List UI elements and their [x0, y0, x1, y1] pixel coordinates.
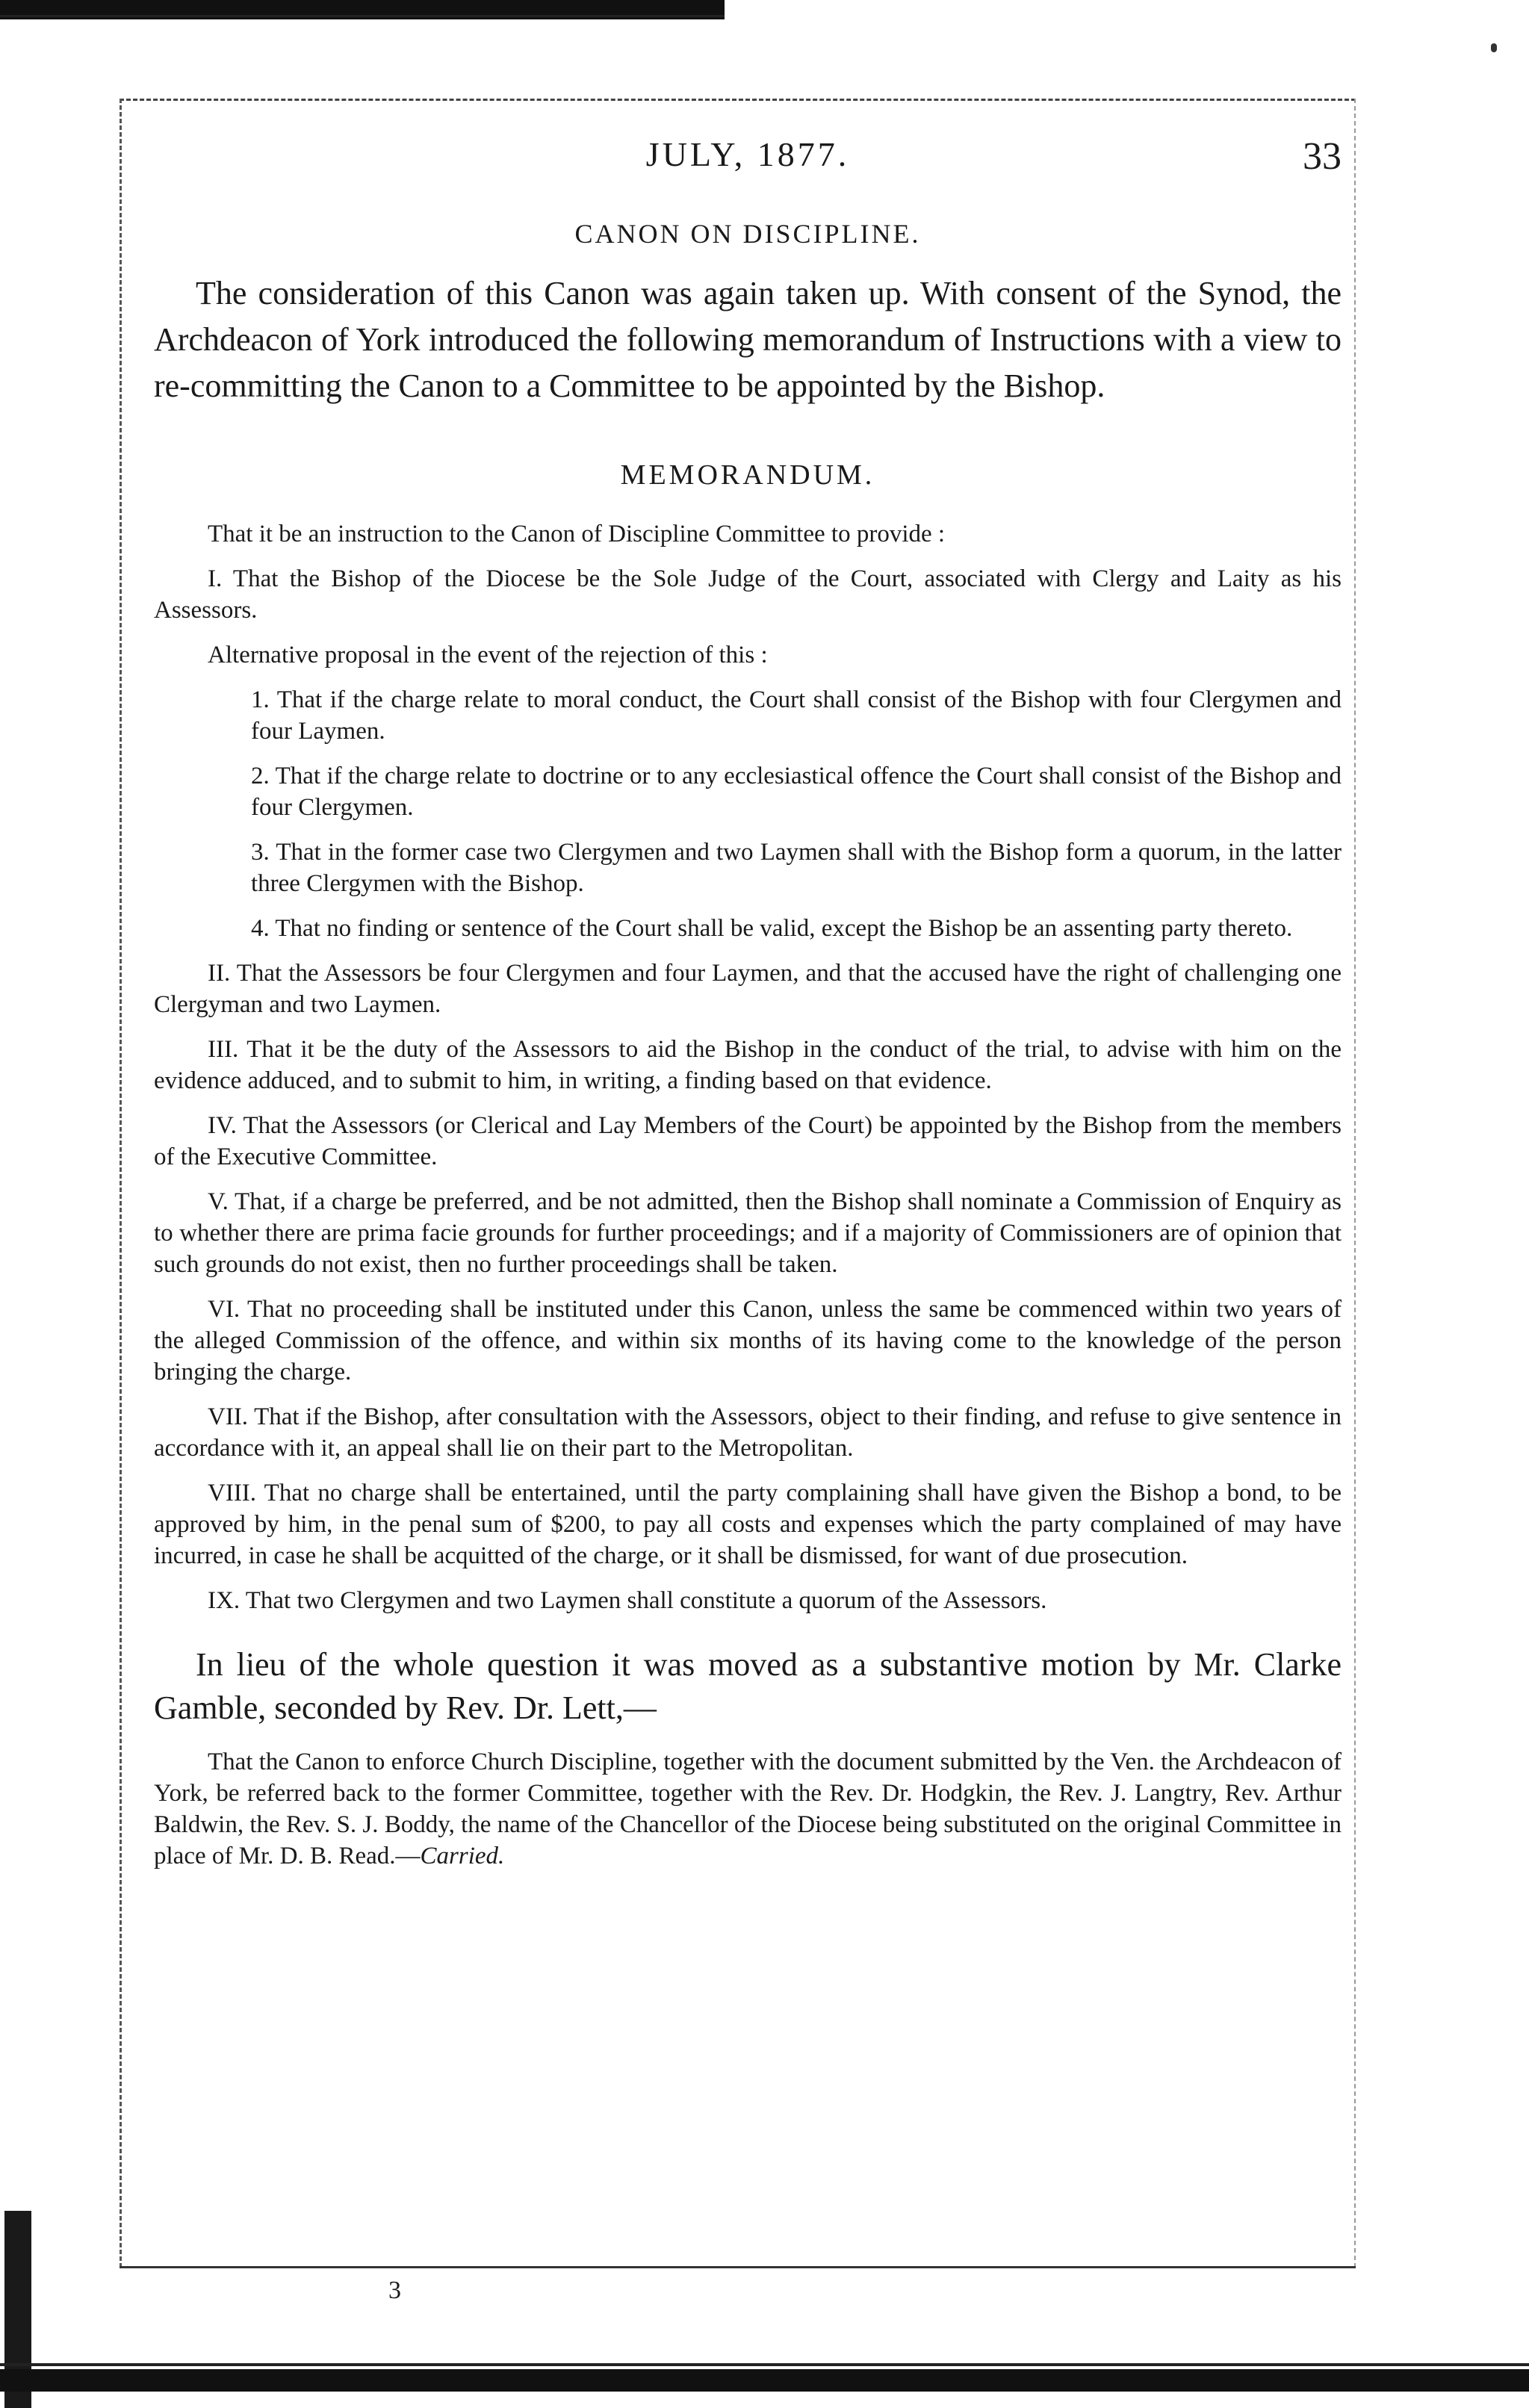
memo-item-3: III. That it be the duty of the Assessors to aid the Bishop in the conduct of the trial, to advise with him on the evidence adduced, and to submit to him, in writing, a finding based on that evidence.	[154, 1036, 1342, 1094]
alternative-item	[154, 760, 1342, 823]
alternative-item-text: 2. That if the charge relate to doctrine or to any ecclesiastical offence the Court shall consist of the Bishop and four Clergymen.	[251, 763, 1342, 821]
memo-item-8: VIII. That no charge shall be entertained, until the party complaining shall have given the Bishop a bond, to be approved by him, in the penal sum of $200, to pay all costs and expenses which the party complained of may have incurred, in case he shall be acquitted of the charge, or it shall be dismissed, for want of due prosecution.	[154, 1480, 1342, 1569]
memo-item-9: IX. That two Clergymen and two Laymen shall constitute a quorum of the Assessors.	[208, 1587, 1047, 1614]
running-head: JULY, 1877.	[645, 135, 850, 173]
document-page	[154, 134, 1342, 1872]
resolution-text: That the Canon to enforce Church Discipline, together with the document submitted by the Ven. the Archdeacon of York, be referred back to the former Committee, together with the Rev. Dr. Hodgkin, the Rev. J. Langtry, Rev. Arthur Baldwin, the Rev. S. J. Boddy, the name of the Chancellor of the Diocese being substituted on the original Committee in place of Mr. D. B. Read.—	[154, 1748, 1342, 1869]
intro-text: The consideration of this Canon was again taken up. With consent of the Synod, the Archdeacon of York introduced the following memorandum of Instructions with a view to re-committing the Canon to a Committee to be appointed by the Bishop.	[154, 275, 1342, 404]
motion-text: In lieu of the whole question it was moved as a substantive motion by Mr. Clarke Gamble, seconded by Rev. Dr. Lett,—	[154, 1646, 1342, 1726]
signature-mark: 3	[388, 2277, 401, 2304]
scan-bottom-bar	[0, 2369, 1529, 2392]
memo-item-4: IV. That the Assessors (or Clerical and Lay Members of the Court) be appointed by the Bishop from the members of the Executive Committee.	[154, 1112, 1342, 1170]
memo-item-2: II. That the Assessors be four Clergymen and four Laymen, and that the accused have the right of challenging one Clergyman and two Laymen.	[154, 960, 1342, 1018]
resolution-outcome: Carried.	[420, 1843, 505, 1869]
intro-paragraph	[154, 270, 1342, 409]
motion-paragraph	[154, 1643, 1342, 1730]
memo-item-7: VII. That if the Bishop, after consultation with the Assessors, object to their finding, and refuse to give sentence in accordance with it, an appeal shall lie on their part to the Metropolitan.	[154, 1403, 1342, 1462]
memorandum-body	[154, 518, 1342, 1616]
alternative-item-text: 4. That no finding or sentence of the Court shall be valid, except the Bishop be an assenting party thereto.	[251, 915, 1293, 942]
memorandum-intro: That it be an instruction to the Canon of Discipline Committee to provide :	[208, 521, 946, 547]
alternative-item	[154, 913, 1342, 944]
memorandum-title: MEMORANDUM.	[620, 459, 875, 491]
alternative-heading: Alternative proposal in the event of the rejection of this :	[208, 642, 768, 668]
memo-item-1: I. That the Bishop of the Diocese be the Sole Judge of the Court, associated with Clergy and Laity as his Assessors.	[154, 565, 1342, 624]
memo-item-6: VI. That no proceeding shall be instituted under this Canon, unless the same be commenced within two years of the alleged Commission of the offence, and within six months of its having come to the knowledge of the person bringing the charge.	[154, 1296, 1342, 1385]
section-title: CANON ON DISCIPLINE.	[574, 219, 921, 249]
alternative-item	[154, 684, 1342, 747]
scan-bottom-line	[0, 2363, 1529, 2366]
resolution-paragraph	[154, 1746, 1342, 1872]
scan-speck	[1491, 43, 1497, 52]
alternative-item-text: 1. That if the charge relate to moral conduct, the Court shall consist of the Bishop with four Clergymen and four Laymen.	[251, 686, 1342, 745]
scan-top-line	[0, 15, 725, 17]
page-border-bottom	[120, 2266, 1356, 2268]
page-border-left	[120, 99, 122, 2268]
resolution-text-wrap	[154, 1746, 1342, 1872]
page-number: 33	[1303, 135, 1342, 178]
alternative-item	[154, 837, 1342, 899]
alternative-item-text: 3. That in the former case two Clergymen and two Laymen shall with the Bishop form a quorum, in the latter three Clergymen with the Bishop.	[251, 839, 1342, 897]
page-header	[154, 134, 1342, 194]
memo-item-5: V. That, if a charge be preferred, and be not admitted, then the Bishop shall nominate a Commission of Enquiry as to whether there are prima facie grounds for further proceedings; and if a majority of Commissioners are of opinion that such grounds do not exist, then no further proceedings shall be taken.	[154, 1188, 1342, 1278]
page-border-right	[1354, 99, 1356, 2268]
page-border-top	[120, 99, 1356, 101]
